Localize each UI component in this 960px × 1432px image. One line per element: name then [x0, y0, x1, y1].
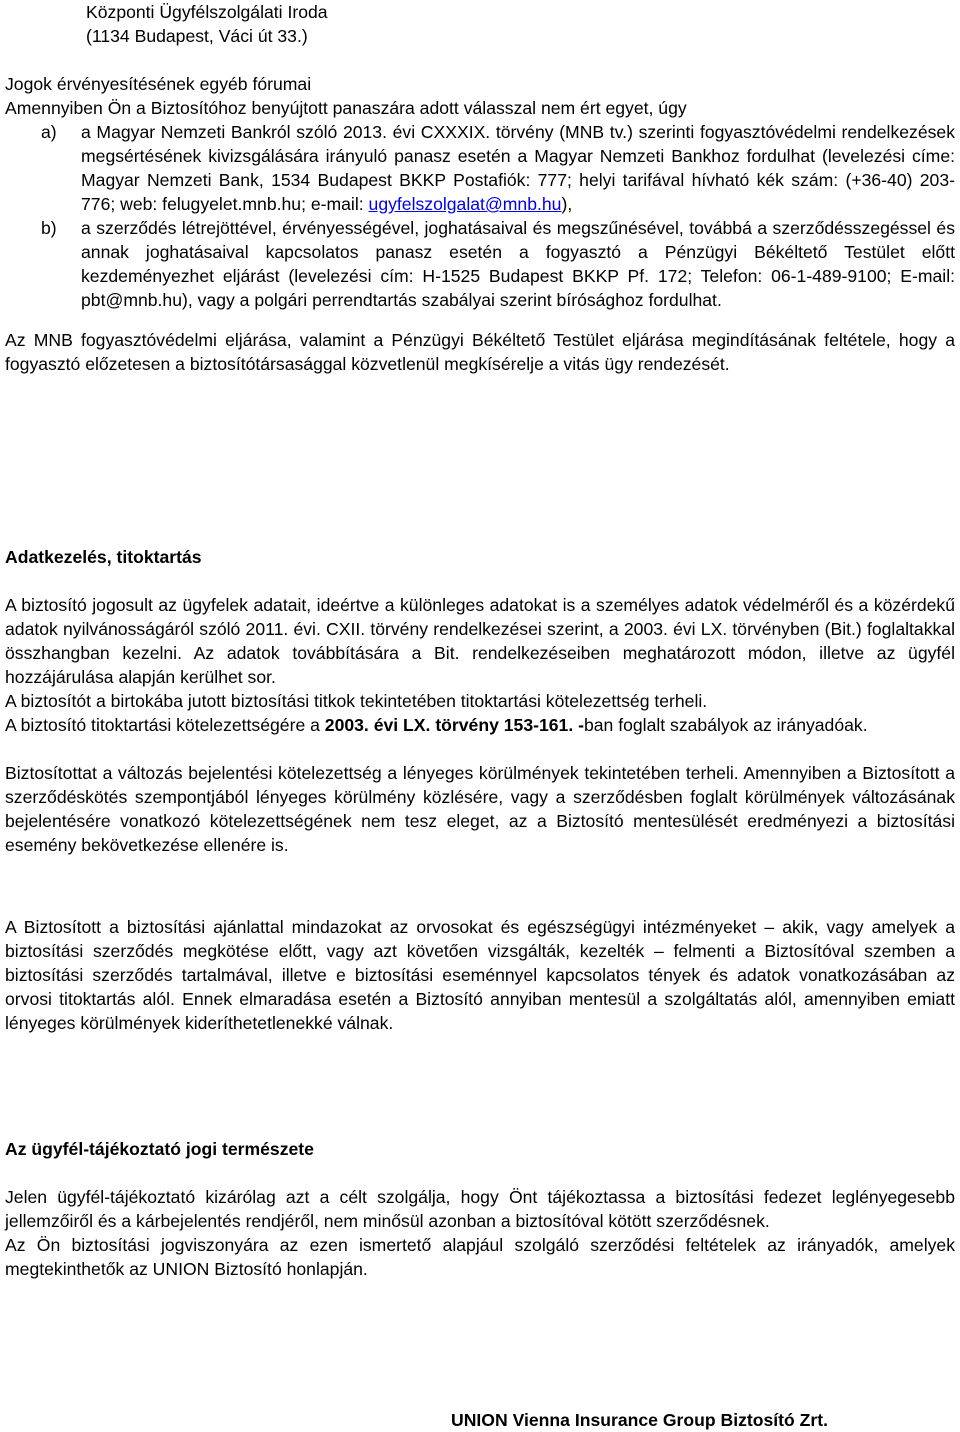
item-a-end: ),	[561, 194, 573, 214]
forums-intro: Amennyiben Ön a Biztosítóhoz benyújtott panaszára adott válasszal nem ért egyet, úgy	[5, 98, 687, 118]
item-a-label: a)	[41, 122, 57, 142]
mnb-email-link[interactable]: ugyfelszolgalat@mnb.hu	[368, 194, 562, 214]
privacy-heading: Adatkezelés, titoktartás	[5, 547, 202, 567]
privacy-p1: A biztosító jogosult az ügyfelek adatait, ideértve a különleges adatokat is a személyes adatok védelméről és a közérdekű adatok nyilvánosságáról szóló 2011. évi. CXII. törvény rendelkezései szerint, a 2003. évi LX. törvényben (Bit.) foglaltakkal összhangban kezelni. Az adatok továbbítására a Bit. rendelkezéseiben meghatározott módon, illetve az ügyfél hozzájárulása alapján kerülhet sor.	[5, 595, 955, 687]
office-street: (1134 Budapest, Váci út 33.)	[86, 26, 308, 46]
office-name: Központi Ügyfélszolgálati Iroda	[86, 2, 328, 22]
privacy-p2: A biztosítót a birtokába jutott biztosítási titkok tekintetében titoktartási kötelezettség terheli.	[5, 691, 708, 711]
forums-closing: Az MNB fogyasztóvédelmi eljárása, valamint a Pénzügyi Békéltető Testület eljárása megindításának feltétele, hogy a fogyasztó előzetesen a biztosítótársasággal közvetlenül megkísérelje a vitás ügy rendezését.	[5, 330, 955, 374]
privacy-p3-start: A biztosító titoktartási kötelezettségére a	[5, 715, 325, 735]
item-b-label: b)	[41, 218, 57, 238]
privacy-p3-law: 2003. évi LX. törvény 153-161.	[324, 715, 574, 735]
privacy-section	[5, 545, 955, 1035]
privacy-p3-end: ban foglalt szabályok az irányadóak.	[583, 715, 868, 735]
office-address	[86, 0, 686, 48]
footer-company: UNION Vienna Insurance Group Biztosító Zrt.	[451, 1410, 829, 1430]
privacy-p3-dash: -	[573, 715, 584, 735]
privacy-p3	[5, 713, 955, 737]
forum-item-b	[5, 216, 955, 312]
legal-heading: Az ügyfél-tájékoztató jogi természete	[5, 1139, 314, 1159]
forums-title: Jogok érvényesítésének egyéb fórumai	[5, 74, 312, 94]
forums-section	[5, 72, 955, 376]
item-b-text: a szerződés létrejöttével, érvényességével, joghatásaival és megszűnésével, továbbá a szerződésszegéssel és annak joghatásaival kapcsolatos panasz esetén a fogyasztó a Pénzügyi Békéltető Testület előtt kezdeményezhet eljárást (levelezési cím: H-1525 Budapest BKKP Pf. 172; Telefon: 06-1-489-9100; E-mail: pbt@mnb.hu), vagy a polgári perrendtartás szabályai szerint bírósághoz fordulhat.	[81, 218, 955, 310]
legal-p1: Jelen ügyfél-tájékoztató kizárólag azt a célt szolgálja, hogy Önt tájékoztassa a biztosítási fedezet leglényegesebb jellemzőiről és a kárbejelentés rendjéről, nem minősül azonban a biztosítóval kötött szerződésnek.	[5, 1187, 955, 1231]
forum-item-a	[5, 120, 955, 216]
privacy-p5: A Biztosított a biztosítási ajánlattal mindazokat az orvosokat és egészségügyi intézményeket – akik, vagy amelyek a biztosítási szerződés megkötése előtt, vagy azt követően vizsgálták, kezelték – felmenti a Biztosítóval szemben a biztosítási szerződés tartalmával, illetve e biztosítási eseménnyel kapcsolatos tények és adatok vonatkozásában az orvosi titoktartás alól. Ennek elmaradása esetén a Biztosító annyiban mentesül a szolgáltatás alól, amennyiben emiatt lényeges körülmények kideríthetetlenekké válnak.	[5, 917, 955, 1033]
legal-section	[5, 1137, 955, 1281]
legal-p2: Az Ön biztosítási jogviszonyára az ezen ismertető alapjául szolgáló szerződési feltételek az irányadók, amelyek megtekinthetők az UNION Biztosító honlapján.	[5, 1235, 955, 1279]
privacy-p4: Biztosítottat a változás bejelentési kötelezettség a lényeges körülmények tekintetében terheli. Amennyiben a Biztosított a szerződéskötés szempontjából lényeges körülmény közlésére, vagy a szerződésben foglalt körülmények változásának bejelentésére vonatkozó kötelezettségének nem tesz eleget, az a Biztosító mentesülését eredményezi a biztosítási esemény bekövetkezése ellenére is.	[5, 763, 955, 855]
item-a-text: a Magyar Nemzeti Bankról szóló 2013. évi CXXXIX. törvény (MNB tv.) szerinti fogyasztóvédelmi rendelkezések megsértésének kivizsgálására irányuló panasz esetén a Magyar Nemzeti Bankhoz fordulhat (levelezési címe: Magyar Nemzeti Bank, 1534 Budapest BKKP Postafiók: 777; helyi tarifával hívható kék szám: (+36-40) 203-776; web: felugyelet.mnb.hu; e-mail:	[81, 122, 955, 214]
